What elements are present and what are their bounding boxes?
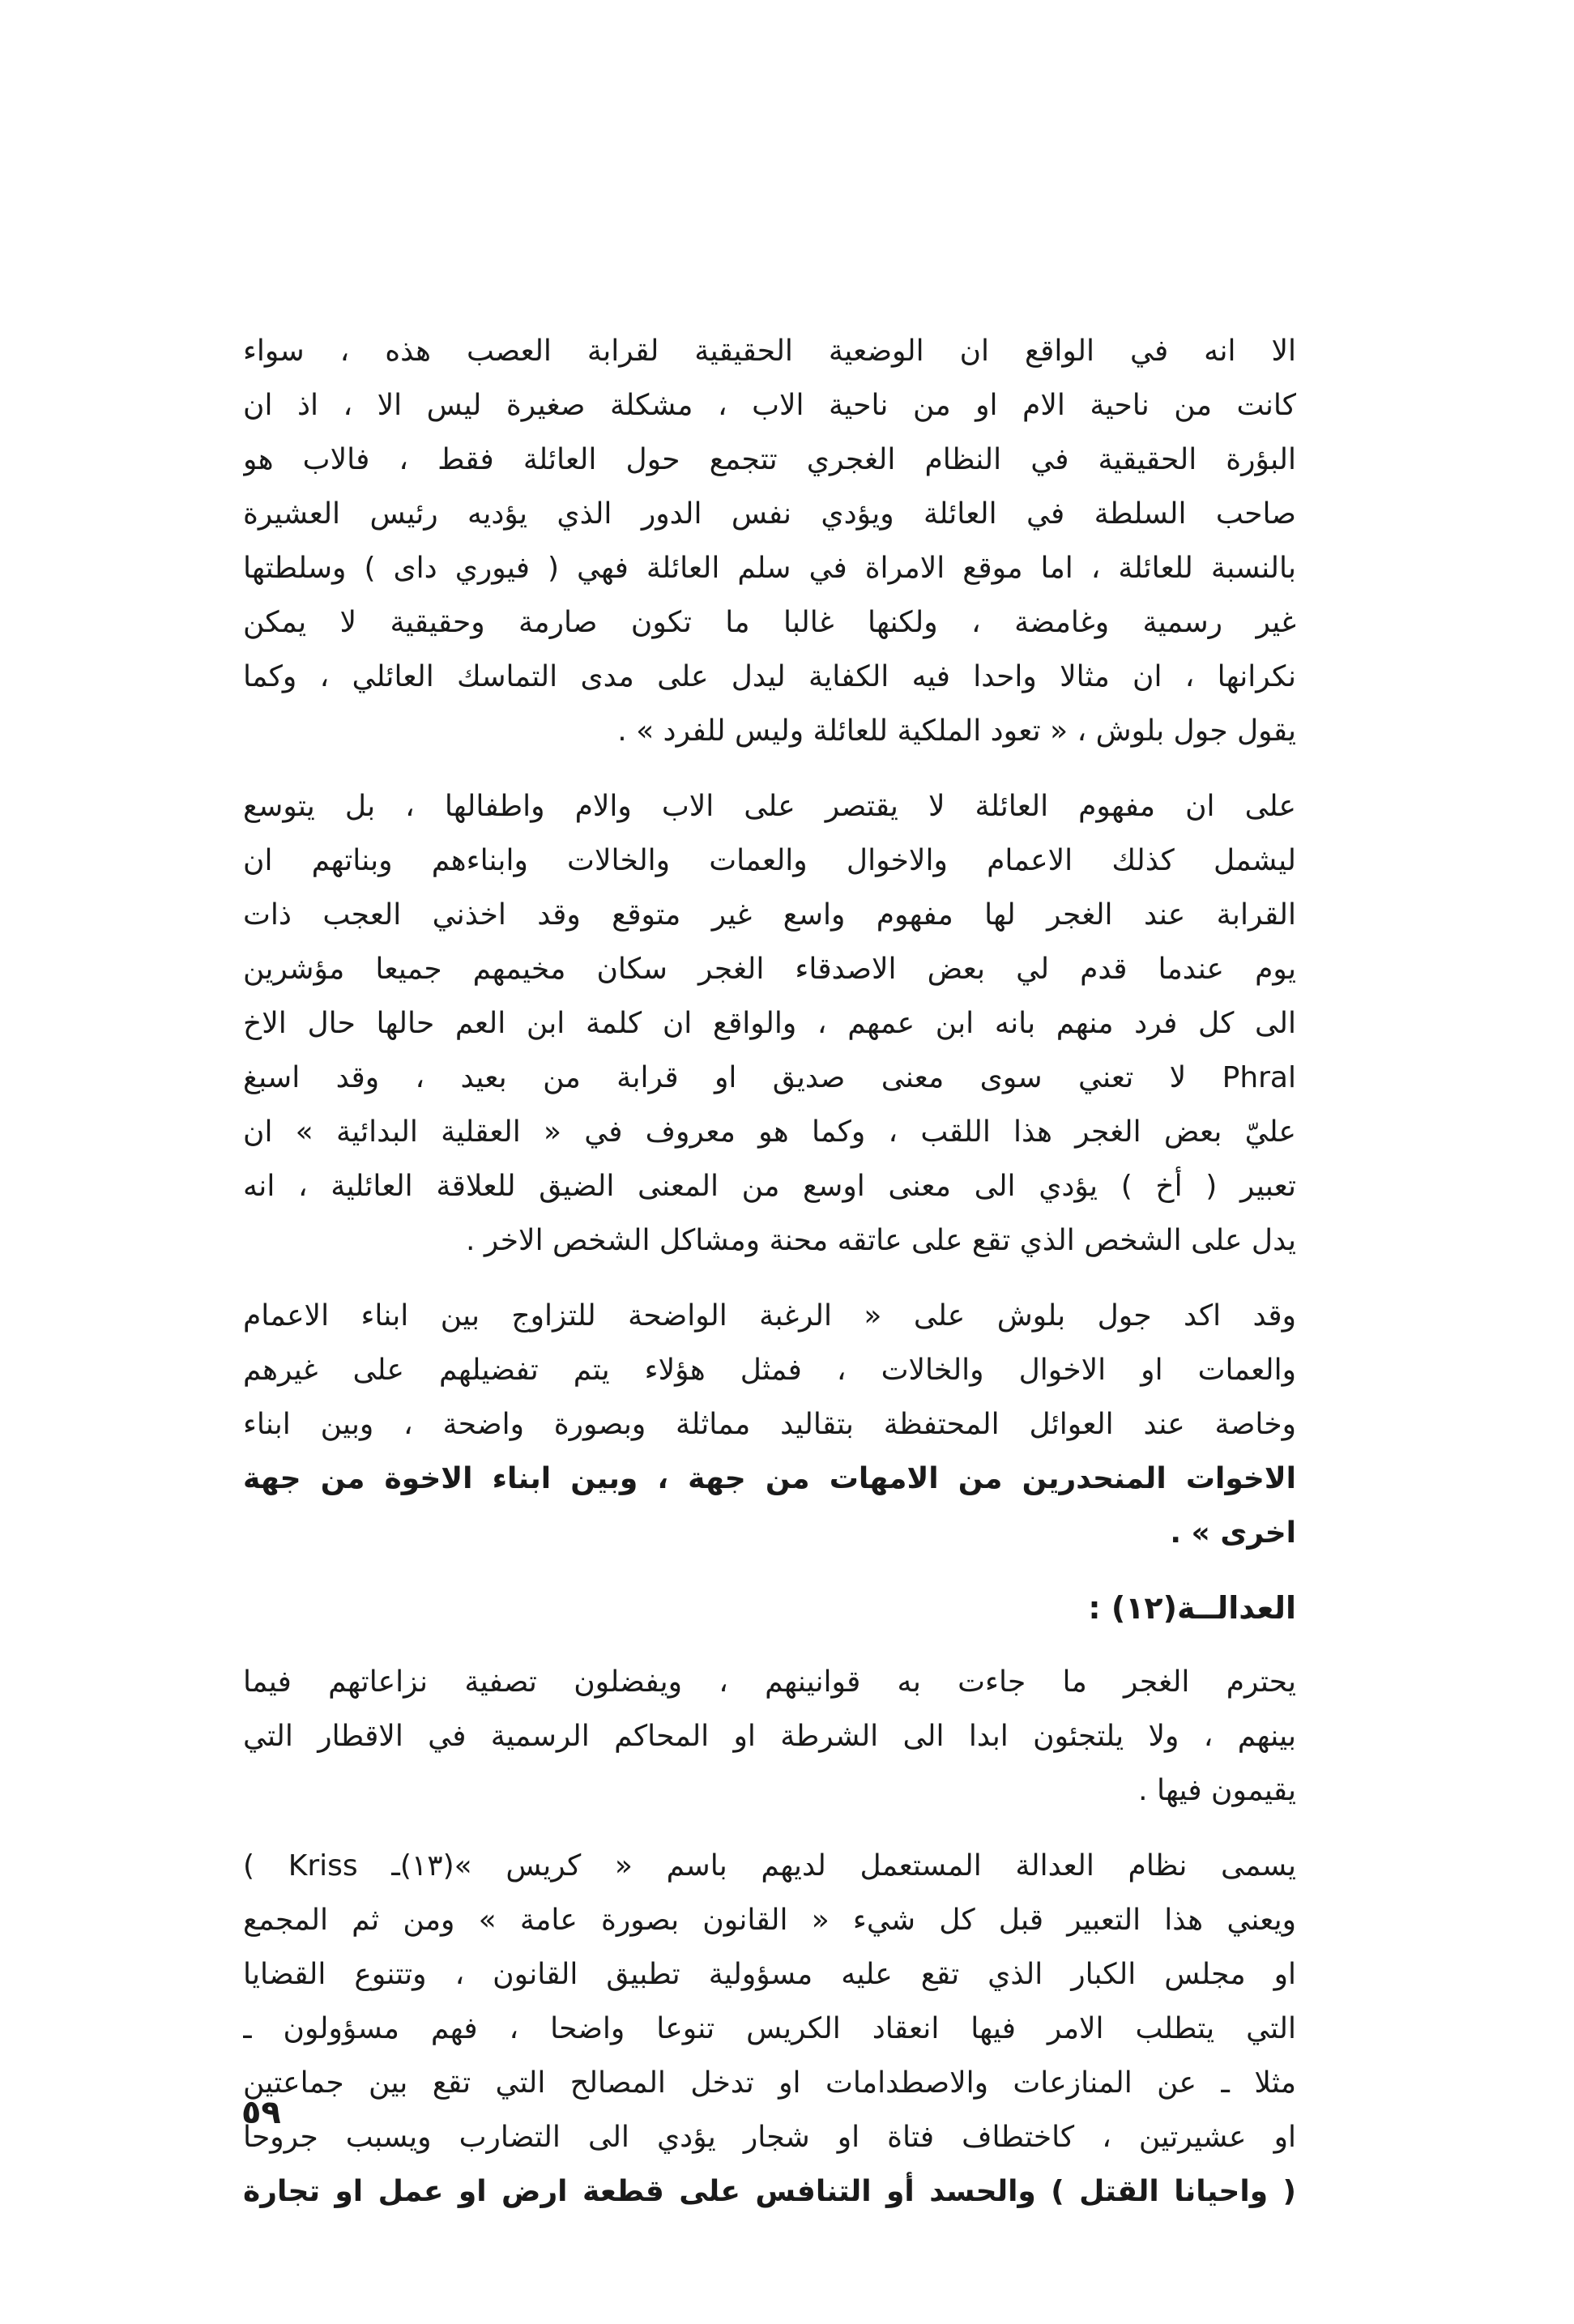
text-line: التي يتطلب الامر فيها انعقاد الكريس تنوعا واضحا ، فهم مسؤولون ـ	[243, 2012, 1296, 2045]
text-line: يسمى نظام العدالة المستعمل لديهم باسم « كريس »(١٣)ـ Kriss )	[243, 1849, 1296, 1883]
text-line: وقد اكد جول بلوش على « الرغبة الواضحة للتزاوج بين ابناء الاعمام	[243, 1299, 1296, 1333]
text-line: القرابة عند الغجر لها مفهوم واسع غير متوقع وقد اخذني العجب ذات	[243, 898, 1296, 932]
text-line: الاخوات المنحدرين من الامهات من جهة ، وبين ابناء الاخوة من جهة	[243, 1462, 1296, 1495]
text-line: كانت من ناحية الام او من ناحية الاب ، مشكلة صغيرة ليس الا ، اذ ان	[243, 389, 1296, 422]
page-number: ٥٩	[241, 2094, 281, 2131]
paragraph-5	[243, 1839, 1296, 2219]
text-line: وخاصة عند العوائل المحتفظة بتقاليد مماثلة وبصورة واضحة ، وبين ابناء	[243, 1408, 1296, 1441]
text-line: على ان مفهوم العائلة لا يقتصر على الاب والام واطفالها ، بل يتوسع	[243, 790, 1296, 823]
text-line: يدل على الشخص الذي تقع على عاتقه محنة ومشاكل الشخص الاخر .	[466, 1224, 1296, 1257]
text-line: يقيمون فيها .	[1138, 1774, 1296, 1807]
text-line: بالنسبة للعائلة ، اما موقع الامراة في سلم العائلة فهي ( فيوري داى ) وسلطتها	[243, 552, 1296, 585]
text-line: ويعني هذا التعبير قبل كل شيء « القانون بصورة عامة » ومن ثم المجمع	[243, 1904, 1296, 1937]
text-line: ( واحيانا القتل ) والحسد أو التنافس على قطعة ارض او عمل او تجارة	[243, 2175, 1296, 2208]
paragraph-2	[243, 779, 1296, 1268]
text-line: يقول جول بلوش ، « تعود الملكية للعائلة وليس للفرد » .	[617, 714, 1296, 748]
text-line: البؤرة الحقيقية في النظام الغجري تتجمع حول العائلة فقط ، فالاب هو	[243, 443, 1296, 476]
text-line: يوم عندما قدم لي بعض الاصدقاء الغجر سكان مخيمهم جميعا مؤشرين	[243, 953, 1296, 986]
text-line: الى كل فرد منهم بانه ابن عمهم ، والواقع ان كلمة ابن العم حالها حال الاخ	[243, 1007, 1296, 1040]
text-line: او مجلس الكبار الذي تقع عليه مسؤولية تطبيق القانون ، وتتنوع القضايا	[243, 1958, 1296, 1991]
text-line: والعمات او الاخوال والخالات ، فمثل هؤلاء يتم تفضيلهم على غيرهم	[243, 1354, 1296, 1387]
text-line: بينهم ، ولا يلتجئون ابدا الى الشرطة او المحاكم الرسمية في الاقطار التي	[243, 1720, 1296, 1753]
paragraph-4	[243, 1655, 1296, 1818]
text-line: غير رسمية وغامضة ، ولكنها غالبا ما تكون صارمة وحقيقية لا يمكن	[243, 606, 1296, 639]
page-body	[243, 324, 1296, 2240]
text-line: يحترم الغجر ما جاءت به قوانينهم ، ويفضلون تصفية نزاعاتهم فيما	[243, 1665, 1296, 1699]
text-line: او عشيرتين ، كاختطاف فتاة او شجار يؤدي الى التضارب ويسبب جروحا	[243, 2121, 1296, 2154]
text-line: تعبير ( أخ ) يؤدي الى معنى اوسع من المعنى الضيق للعلاقة العائلية ، انه	[243, 1170, 1296, 1203]
text-line: مثلا ـ عن المنازعات والاصطدامات او تدخل المصالح التي تقع بين جماعتين	[243, 2066, 1296, 2100]
text-line: صاحب السلطة في العائلة ويؤدي نفس الدور الذي يؤديه رئيس العشيرة	[243, 497, 1296, 531]
text-line: Phral لا تعني سوى معنى صديق او قرابة من بعيد ، وقد اسبغ	[243, 1061, 1296, 1094]
text-line: اخرى » .	[1170, 1516, 1296, 1550]
text-line: الا انه في الواقع ان الوضعية الحقيقية لقرابة العصب هذه ، سواء	[243, 335, 1296, 368]
text-line: عليّ بعض الغجر هذا اللقب ، وكما هو معروف في « العقلية البدائية » ان	[243, 1115, 1296, 1149]
paragraph-3	[243, 1289, 1296, 1560]
text-line: نكرانها ، ان مثالا واحدا فيه الكفاية ليدل على مدى التماسك العائلي ، وكما	[243, 660, 1296, 693]
paragraph-1	[243, 324, 1296, 758]
section-heading: العدالــة(١٢) :	[1088, 1590, 1296, 1626]
text-line: ليشمل كذلك الاعمام والاخوال والعمات والخالات وابناءهم وبناتهم ان	[243, 844, 1296, 877]
